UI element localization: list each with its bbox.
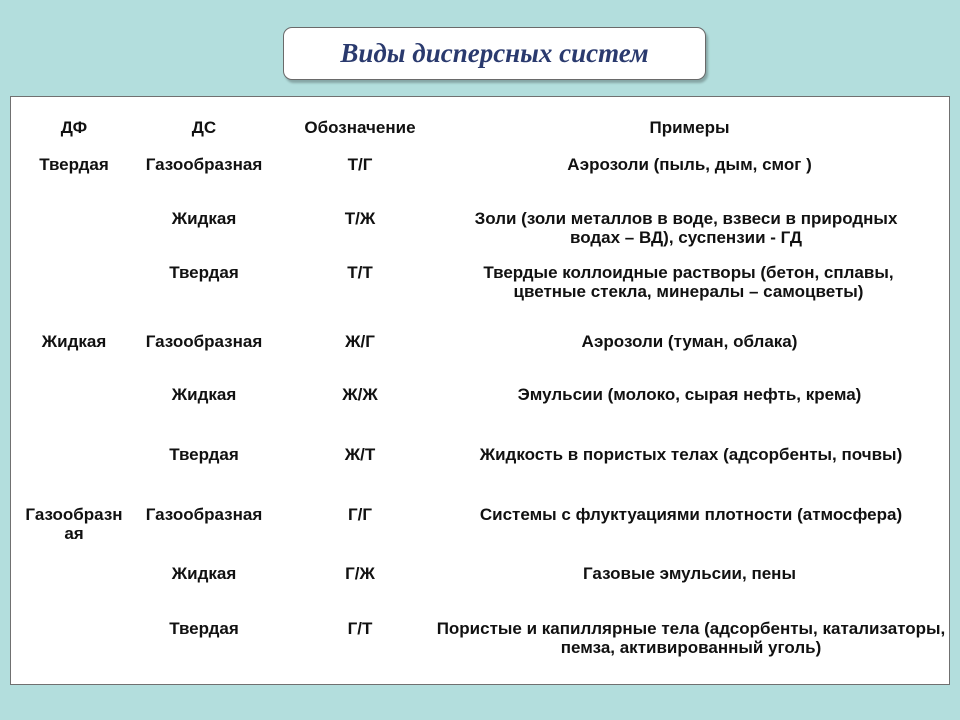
cell-examples: Системы с флуктуациями плотности (атмосфера) <box>479 505 903 524</box>
cell-designation: Т/Г <box>347 155 373 174</box>
cell-designation: Ж/Т <box>344 445 376 464</box>
header-designation: Обозначение <box>304 118 416 137</box>
cell-ds: Твердая <box>169 445 239 464</box>
cell-ds: Жидкая <box>171 385 237 404</box>
header-df: ДФ <box>60 118 88 137</box>
cell-examples: Аэрозоли (туман, облака) <box>581 332 798 351</box>
cell-designation: Ж/Г <box>345 332 375 351</box>
header-ds: ДС <box>191 118 217 137</box>
cell-designation: Т/Т <box>347 263 373 282</box>
cell-designation: Г/Т <box>347 619 373 638</box>
cell-examples: Аэрозоли (пыль, дым, смог ) <box>567 155 812 174</box>
cell-designation: Г/Г <box>348 505 372 524</box>
cell-examples: Твердые коллоидные растворы (бетон, сплавы, цветные стекла, минералы – самоцветы) <box>483 263 894 301</box>
cell-df: Газообразная <box>25 505 123 543</box>
cell-designation: Ж/Ж <box>342 385 378 404</box>
cell-ds: Жидкая <box>171 209 237 228</box>
cell-ds: Газообразная <box>145 332 263 351</box>
cell-designation: Г/Ж <box>345 564 375 583</box>
header-examples: Примеры <box>649 118 730 137</box>
cell-examples: Газовые эмульсии, пены <box>583 564 796 583</box>
cell-df: Твердая <box>39 155 109 174</box>
cell-ds: Газообразная <box>145 155 263 174</box>
cell-df: Жидкая <box>41 332 107 351</box>
cell-examples: Пористые и капиллярные тела (адсорбенты, катализаторы, пемза, активированный уголь) <box>436 619 946 657</box>
cell-designation: Т/Ж <box>344 209 376 228</box>
cell-ds: Твердая <box>169 619 239 638</box>
cell-ds: Газообразная <box>145 505 263 524</box>
cell-ds: Твердая <box>169 263 239 282</box>
title-box <box>283 27 706 80</box>
page-title: Виды дисперсных систем <box>340 38 649 68</box>
cell-examples: Золи (золи металлов в воде, взвеси в природных водах – ВД), суспензии - ГД <box>474 209 898 247</box>
cell-ds: Жидкая <box>171 564 237 583</box>
table-panel <box>10 96 950 685</box>
cell-examples: Эмульсии (молоко, сырая нефть, крема) <box>517 385 862 404</box>
cell-examples: Жидкость в пористых телах (адсорбенты, почвы) <box>479 445 903 464</box>
